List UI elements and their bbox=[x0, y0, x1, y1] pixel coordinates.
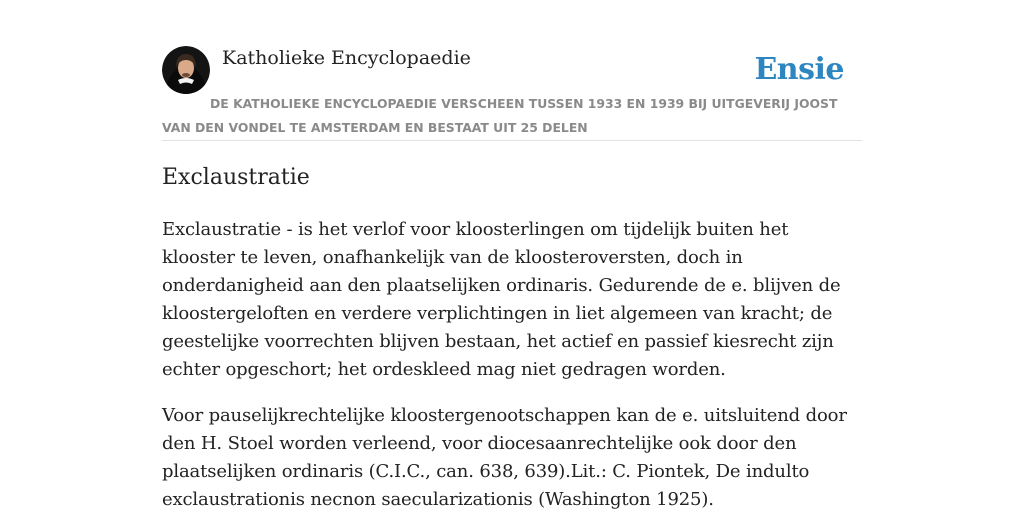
article-title: Exclaustratie bbox=[162, 165, 310, 190]
site-description: DE KATHOLIEKE ENCYCLOPAEDIE VERSCHEEN TUSSEN 1933 EN 1939 BIJ UITGEVERIJ JOOST VAN DEN VONDEL TE AMSTERDAM EN BESTAAT UIT 25 DELEN bbox=[162, 96, 838, 135]
brand-logo[interactable]: Ensie bbox=[754, 52, 844, 87]
article bbox=[162, 162, 864, 512]
portrait-avatar-icon[interactable] bbox=[162, 46, 210, 94]
site-header bbox=[162, 46, 862, 141]
site-title[interactable]: Katholieke Encyclopaedie bbox=[222, 47, 471, 69]
article-paragraph: Voor pauselijkrechtelijke kloostergenootschappen kan de e. uitsluitend door den H. Stoel worden verleend, voor diocesaanrechtelijke ook door den plaatselijken ordinaris (C.I.C., can. 638, 639).Lit.: C. Piontek, De indulto exclaustrationis necnon saecularizationis (Washington 1925). bbox=[162, 405, 847, 510]
article-paragraph: Exclaustratie - is het verlof voor kloosterlingen om tijdelijk buiten het klooster te leven, onafhankelijk van de kloosteroversten, doch in onderdanigheid aan den plaatselijken ordinaris. Gedurende de e. blijven de kloostergeloften en verdere verplichtingen in liet algemeen van kracht; de geestelijke voorrechten blijven bestaan, het actief en passief kiesrecht zijn echter opgeschort; het ordeskleed mag niet gedragen worden. bbox=[162, 219, 841, 380]
